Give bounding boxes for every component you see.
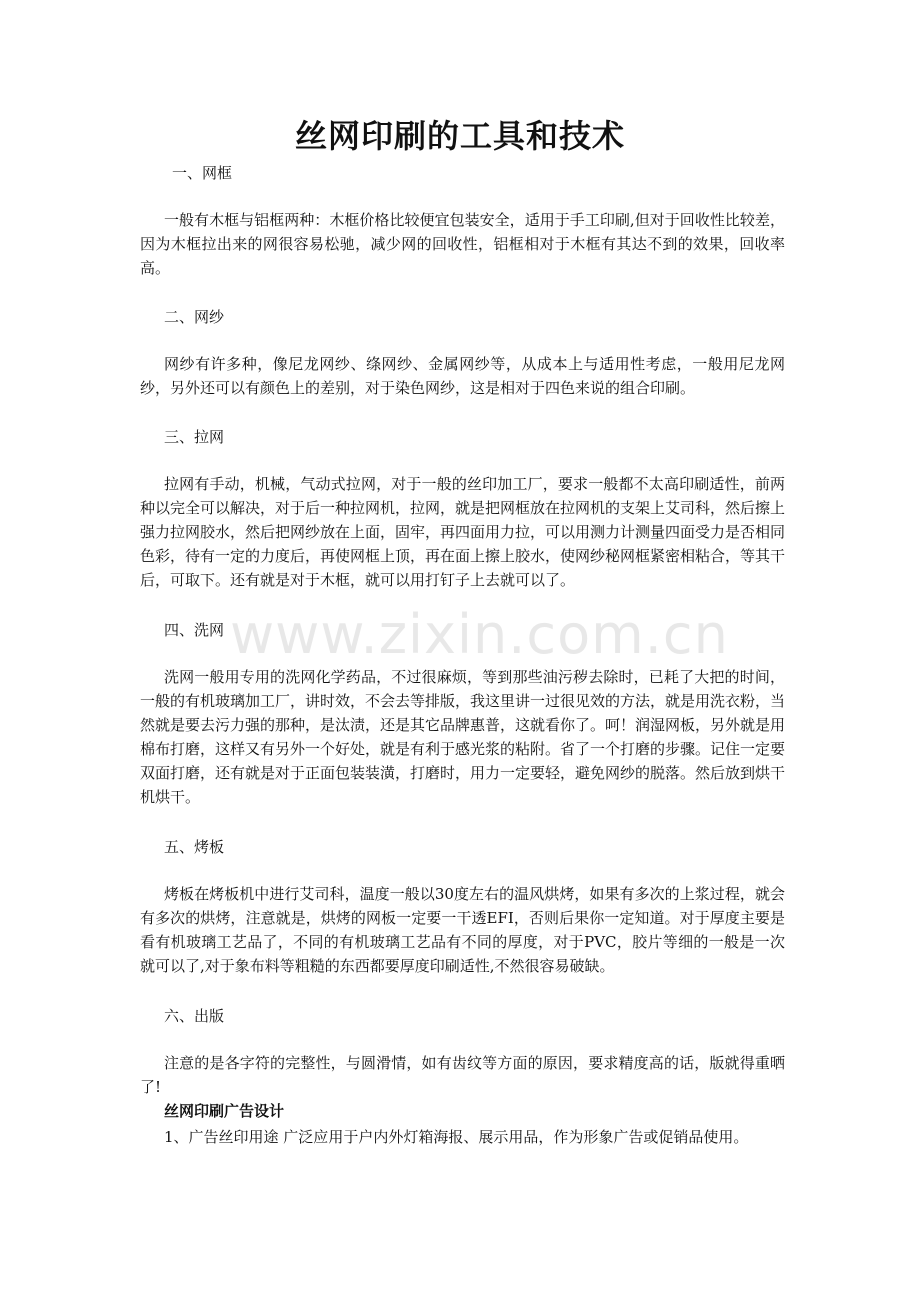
section-paragraph: 网纱有许多种，像尼龙网纱、绦网纱、金属网纱等，从成本上与适用性考虑，一般用尼龙网纱，另外还可以有颜色上的差别，对于染色网纱，这是相对于四色来说的组合印刷。 — [140, 355, 785, 397]
section-paragraph: 一般有木框与铝框两种：木框价格比较便宜包装安全，适用于手工印刷,但对于回收性比较差，因为木框拉出来的网很容易松驰，减少网的回收性，铝框相对于木框有其达不到的效果，回收率高。 — [140, 211, 785, 277]
section-paragraph: 洗网一般用专用的洗网化学药品，不过很麻烦，等到那些油污秽去除时，已耗了大把的时间，一般的有机玻璃加工厂，讲时效，不会去等排版，我这里讲一过很见效的方法，就是用洗衣粉，当然就是要去污力强的那种，是汰渍，还是其它品牌惠普，这就看你了。呵！润湿网板，另外就是用棉布打磨，这样又有另外一个好处，就是有利于感光浆的粘附。省了一个打磨的步骤。记住一定要双面打磨，还有就是对于正面包装装潢，打磨时，用力一定要轻，避免网纱的脱落。然后放到烘干机烘干。 — [140, 668, 786, 806]
section-paragraph: 烤板在烤板机中进行艾司科，温度一般以30度左右的温风烘烤，如果有多次的上浆过程，就会有多次的烘烤，注意就是，烘烤的网板一定要一干透EFI，否则后果你一定知道。对于厚度主要是看有机玻璃工艺品了，不同的有机玻璃工艺品有不同的厚度，对于PVC，胶片等细的一般是一次就可以了,对于象布料等粗糙的东西都要厚度印刷适性,不然很容易破缺。 — [140, 885, 785, 975]
section-heading: 五、烤板 — [164, 838, 225, 856]
watermark: www.zixin.com.cn — [230, 603, 729, 666]
section-heading: 一、网框 — [172, 164, 233, 182]
section-heading: 六、出版 — [164, 1007, 225, 1025]
section-heading: 三、拉网 — [164, 428, 225, 446]
ad-usage-line: 1、广告丝印用途 广泛应用于户内外灯箱海报、展示用品，作为形象广告或促销品使用。 — [164, 1128, 749, 1146]
section-paragraph: 拉网有手动，机械，气动式拉网，对于一般的丝印加工厂，要求一般都不太高印刷适性，前两种以完全可以解决，对于后一种拉网机，拉网，就是把网框放在拉网机的支架上艾司科，然后擦上强力拉网胶水，然后把网纱放在上面，固牢，再四面用力拉，可以用测力计测量四面受力是否相同色彩，待有一定的力度后，再使网框上顶，再在面上擦上胶水，使网纱秘网框紧密相粘合，等其干后，可取下。还有就是对于木框，就可以用打钉子上去就可以了。 — [140, 475, 786, 589]
ad-design-heading: 丝网印刷广告设计 — [164, 1102, 285, 1120]
document-title: 丝网印刷的工具和技术 — [294, 117, 625, 155]
section-heading: 四、洗网 — [164, 621, 225, 639]
section-heading: 二、网纱 — [164, 308, 225, 326]
section-paragraph: 注意的是各字符的完整性，与圆滑情，如有齿纹等方面的原因，要求精度高的话，版就得重晒了! — [140, 1054, 785, 1096]
